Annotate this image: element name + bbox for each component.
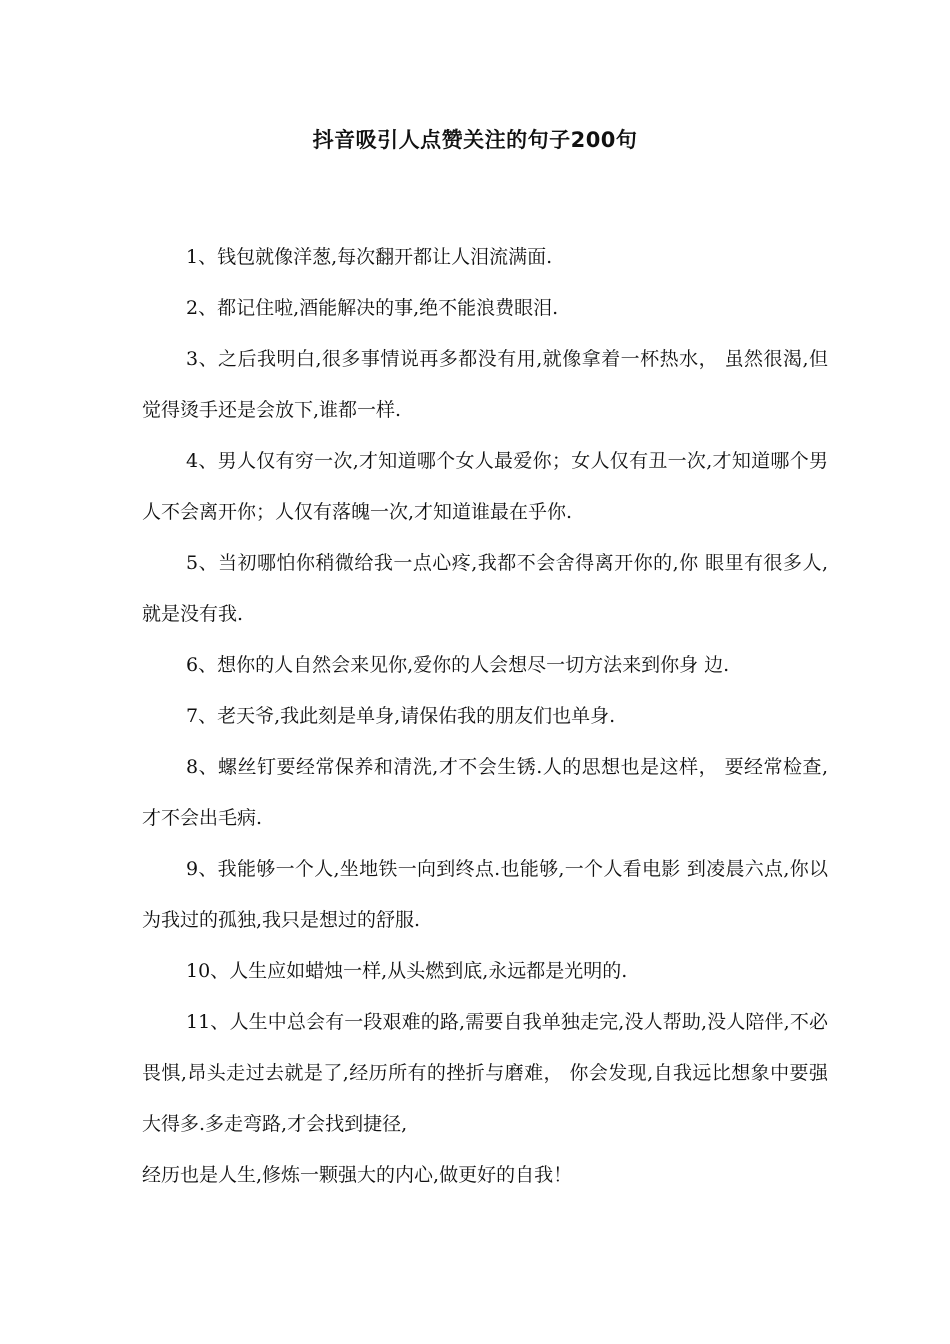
paragraph-2: 2、都记住啦,酒能解决的事,绝不能浪费眼泪.: [186, 297, 559, 319]
paragraph-11: 11、人生中总会有一段艰难的路,需要自我单独走完,没人帮助,没人陪伴,不必畏惧,昂头走过去就是了,经历所有的挫折与磨难， 你会发现,自我远比想象中要强大得多.多走弯路,才会找到捷径,: [142, 1011, 828, 1135]
paragraph-1: 1、钱包就像洋葱,每次翻开都让人泪流满面.: [186, 246, 553, 268]
paragraph-11-continued: 经历也是人生,修炼一颗强大的内心,做更好的自我！: [142, 1164, 573, 1186]
paragraph-10: 10、人生应如蜡烛一样,从头燃到底,永远都是光明的.: [186, 960, 628, 982]
paragraph-7: 7、老天爷,我此刻是单身,请保佑我的朋友们也单身.: [186, 705, 616, 727]
paragraph-6: 6、想你的人自然会来见你,爱你的人会想尽一切方法来到你身 边.: [186, 654, 730, 676]
paragraph-9: 9、我能够一个人,坐地铁一向到终点.也能够,一个人看电影 到凌晨六点,你以为我过的孤独,我只是想过的舒服.: [142, 858, 828, 931]
paragraph-4: 4、男人仅有穷一次,才知道哪个女人最爱你；女人仅有丑一次,才知道哪个男人不会离开你；人仅有落魄一次,才知道谁最在乎你.: [142, 450, 828, 523]
paragraph-8: 8、螺丝钉要经常保养和清洗,才不会生锈.人的思想也是这样， 要经常检查,才不会出毛病.: [142, 756, 828, 829]
paragraph-3: 3、之后我明白,很多事情说再多都没有用,就像拿着一杯热水， 虽然很渴,但觉得烫手还是会放下,谁都一样.: [142, 348, 828, 421]
document-title: 抖音吸引人点赞关注的句子200句: [312, 128, 638, 152]
document-body: [142, 232, 828, 1201]
paragraph-5: 5、当初哪怕你稍微给我一点心疼,我都不会舍得离开你的,你 眼里有很多人,就是没有我.: [142, 552, 828, 625]
